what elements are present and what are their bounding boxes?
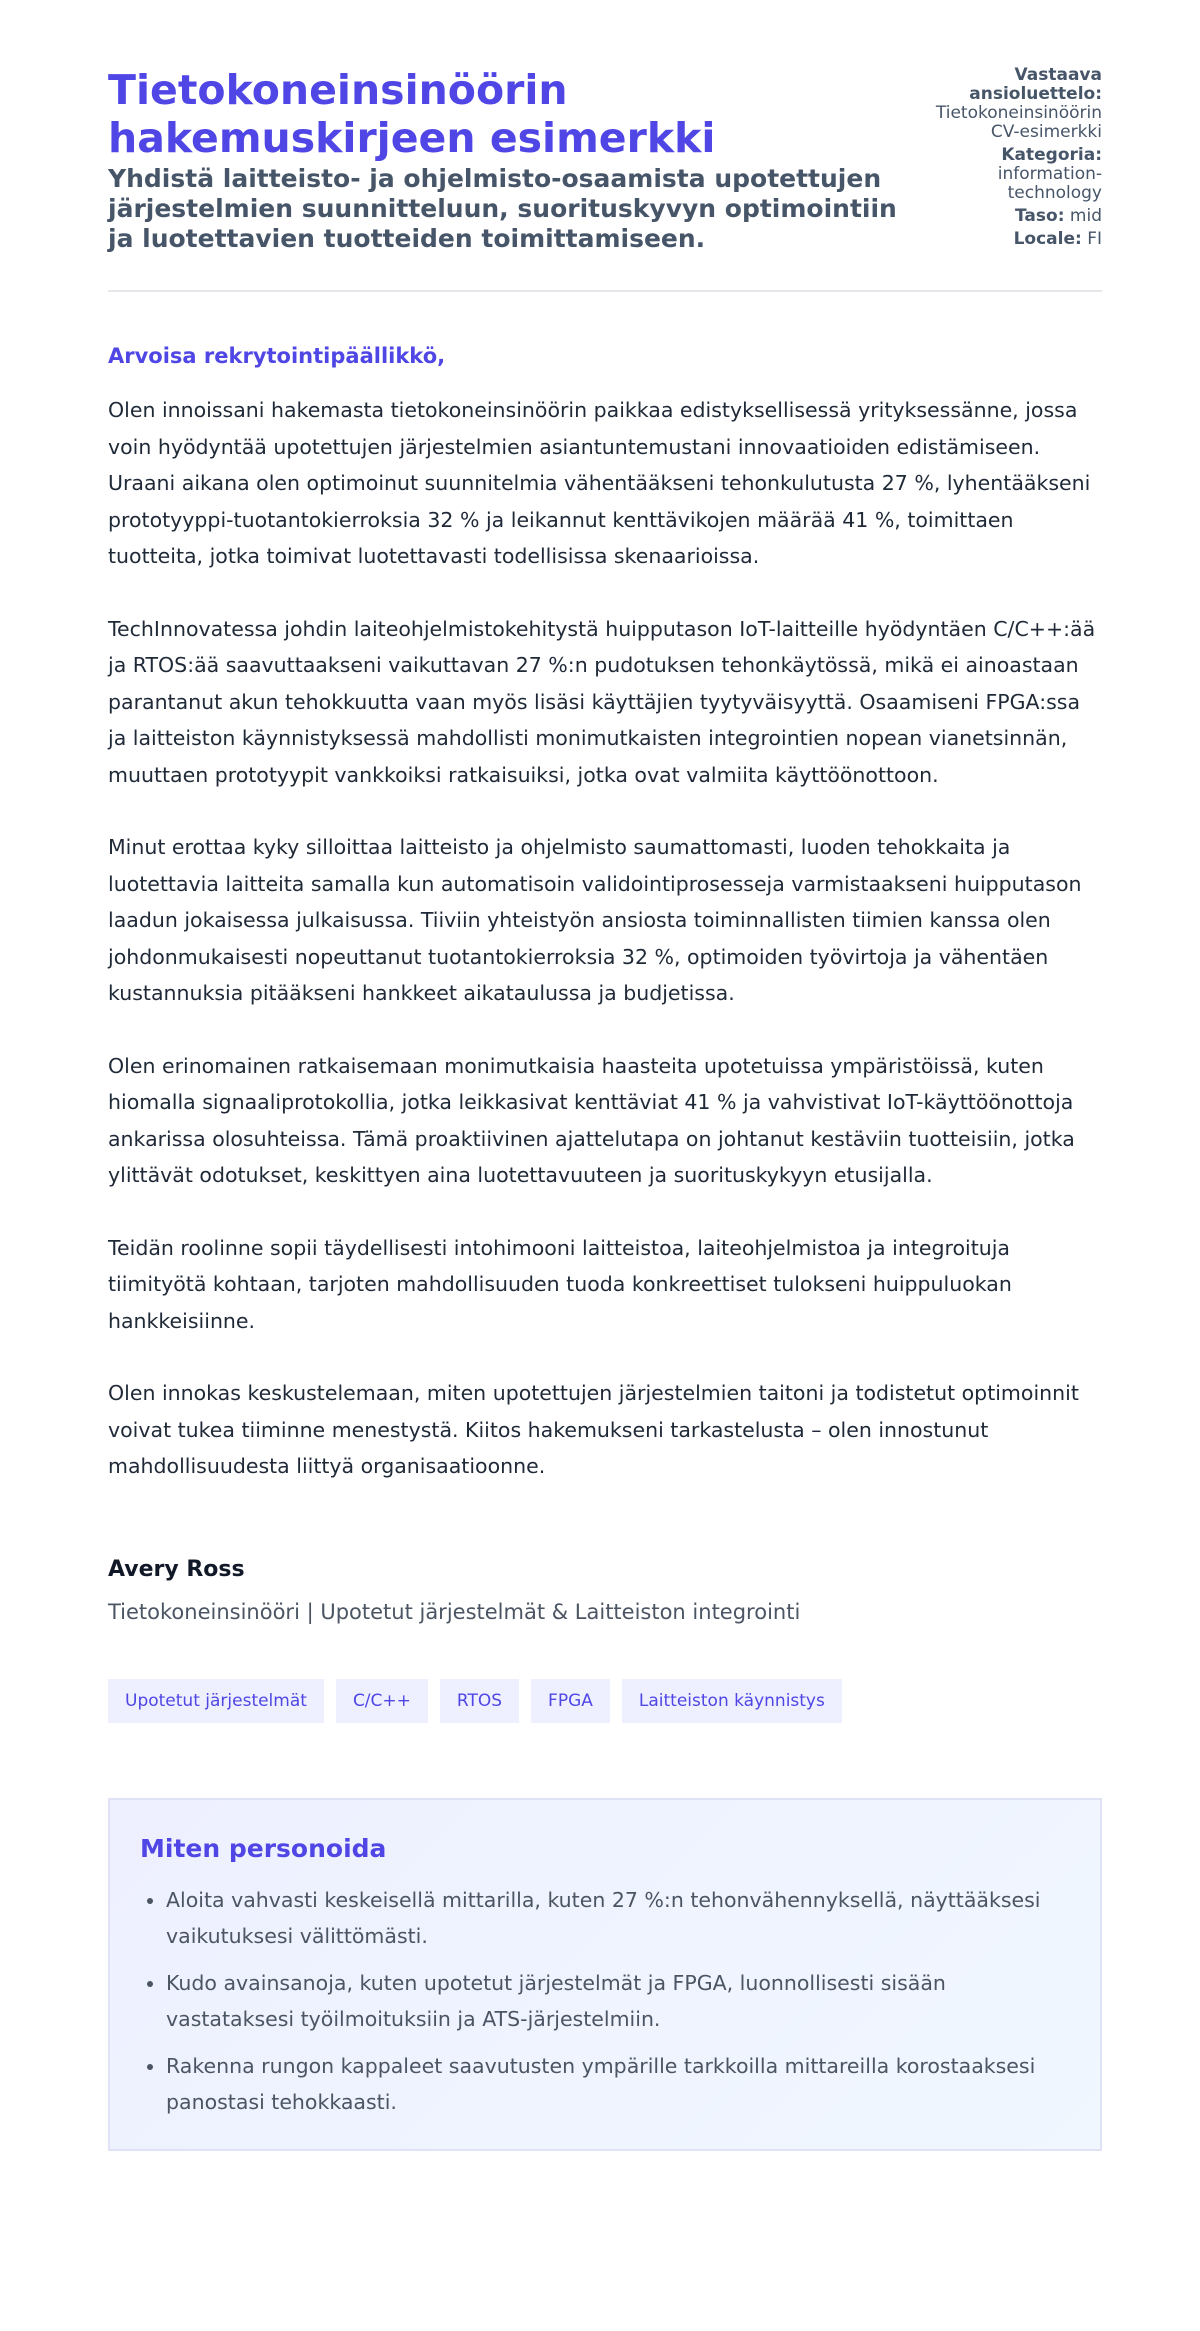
skill-tag: FPGA [531, 1679, 610, 1723]
tips-title: Miten personoida [140, 1833, 387, 1863]
letter-paragraph: Teidän roolinne sopii täydellisesti intohimooni laitteistoa, laiteohjelmistoa ja integroituja tiimityötä kohtaan, tarjoten mahdollisuuden tuoda konkreettiset tulokseni huippuluokan hankkeisiinne. [108, 1235, 1012, 1333]
tip-item: • Rakenna rungon kappaleet saavutusten ympärille tarkkoilla mittareilla korostaaksesi panostasi tehokkaasti. [166, 2048, 1070, 2121]
page-subtitle: Yhdistä laitteisto- ja ohjelmisto-osaamista upotettujen järjestelmien suunnitteluun, suorituskyvyn optimointiin ja luotettavien tuotteiden toimittamiseen. [108, 164, 897, 253]
meta-category [912, 146, 1102, 203]
meta-locale-value: FI [1087, 229, 1102, 249]
page-title: Tietokoneinsinöörin hakemuskirjeen esimerkki [108, 66, 716, 162]
header-titles [108, 66, 898, 254]
letter-greeting: Arvoisa rekrytointipäällikkö, [108, 344, 446, 368]
letter-body [108, 392, 1102, 1485]
letter-paragraph: Olen innokas keskustelemaan, miten upotettujen järjestelmien taitoni ja todistetut optimoinnit voivat tukea tiiminne menestystä. Kiitos hakemukseni tarkastelusta – olen innostunut mahdollisuudesta liittyä organisaatioonne. [108, 1381, 1079, 1478]
tips-list [140, 1882, 1070, 2121]
letter-paragraph: Minut erottaa kyky silloittaa laitteisto ja ohjelmisto saumattomasti, luoden tehokkaita ja luotettavia laitteita samalla kun automatisoin validointiprosesseja varmistaakseni huipputason laadun jokaisessa julkaisussa. Tiiviin yhteistyön ansiosta toiminnallisten tiimien kanssa olen johdonmukaisesti nopeuttanut tuotantokierroksia 32 %, optimoiden työvirtoja ja vähentäen kustannuksia pitääkseni hankkeet aikataulussa ja budjetissa. [108, 835, 1082, 1005]
personalization-tips [108, 1798, 1102, 2151]
signature-name: Avery Ross [108, 1556, 245, 1582]
meta-level-key: Taso: [1015, 206, 1065, 226]
tip-item: • Aloita vahvasti keskeisellä mittarilla, kuten 27 %:n tehonvähennyksellä, näyttääksesi vaikutuksesi välittömästi. [166, 1882, 1070, 1955]
letter-paragraph: TechInnovatessa johdin laiteohjelmistokehitystä huipputason IoT-laitteille hyödyntäen C/C++:ää ja RTOS:ää saavuttaakseni vaikuttavan 27 %:n pudotuksen tehonkäytössä, mikä ei ainoastaan parantanut akun tehokkuutta vaan myös lisäsi käyttäjien tyytyväisyyttä. Osaamiseni FPGA:ssa ja laitteiston käynnistyksessä mahdollisti monimutkaisten integrointien nopean vianetsinnän, muuttaen prototyypit vankkoiksi ratkaisuiksi, jotka ovat valmiita käyttöönottoon. [108, 616, 1096, 787]
cover-letter-page [108, 0, 1102, 2151]
meta-panel [912, 66, 1102, 253]
meta-locale [912, 230, 1102, 249]
meta-category-key: Kategoria: [1001, 145, 1102, 165]
skill-tags [108, 1679, 1102, 1723]
letter-paragraph: Olen innoissani hakemasta tietokoneinsinöörin paikkaa edistyksellisessä yrityksessänne, jossa voin hyödyntää upotettujen järjestelmien asiantuntemustani innovaatioiden edistämiseen. Uraani aikana olen optimoinut suunnitelmia vähentääkseni tehonkulutusta 27 %, lyhentääkseni prototyyppi-tuotantokierroksia 32 % ja leikannut kenttävikojen määrää 41 %, toimittaen tuotteita, jotka toimivat luotettavasti todellisissa skenaarioissa. [108, 398, 1091, 568]
signature-role: Tietokoneinsinööri | Upotetut järjestelmät & Laitteiston integrointi [108, 1599, 801, 1624]
tip-item: • Kudo avainsanoja, kuten upotetut järjestelmät ja FPGA, luonnollisesti sisään vastataksesi työilmoituksiin ja ATS-järjestelmiin. [166, 1965, 1070, 2038]
letter-paragraph: Olen erinomainen ratkaisemaan monimutkaisia haasteita upotetuissa ympäristöissä, kuten hiomalla signaaliprotokollia, jotka leikkasivat kenttäviat 41 % ja vahvistivat IoT-käyttöönottoja ankarissa olosuhteissa. Tämä proaktiivinen ajattelutapa on johtanut kestäviin tuotteisiin, jotka ylittävät odotukset, keskittyen aina luotettavuuteen ja suorituskykyyn etusijalla. [108, 1053, 1075, 1187]
skill-tag: RTOS [440, 1679, 519, 1723]
skill-tag: C/C++ [336, 1679, 428, 1723]
skill-tag: Upotetut järjestelmät [108, 1679, 324, 1723]
meta-locale-key: Locale: [1013, 229, 1082, 249]
meta-resume-value: Tietokoneinsinöörin CV-esimerkki [935, 103, 1102, 142]
meta-level-value: mid [1069, 206, 1102, 226]
page-header [108, 0, 1102, 292]
meta-category-value: information-technology [997, 164, 1102, 203]
meta-level [912, 207, 1102, 226]
skill-tag: Laitteiston käynnistys [622, 1679, 842, 1723]
signature-block [108, 1555, 1102, 1627]
meta-resume-key: Vastaava ansioluettelo: [969, 65, 1102, 104]
meta-resume [912, 66, 1102, 142]
